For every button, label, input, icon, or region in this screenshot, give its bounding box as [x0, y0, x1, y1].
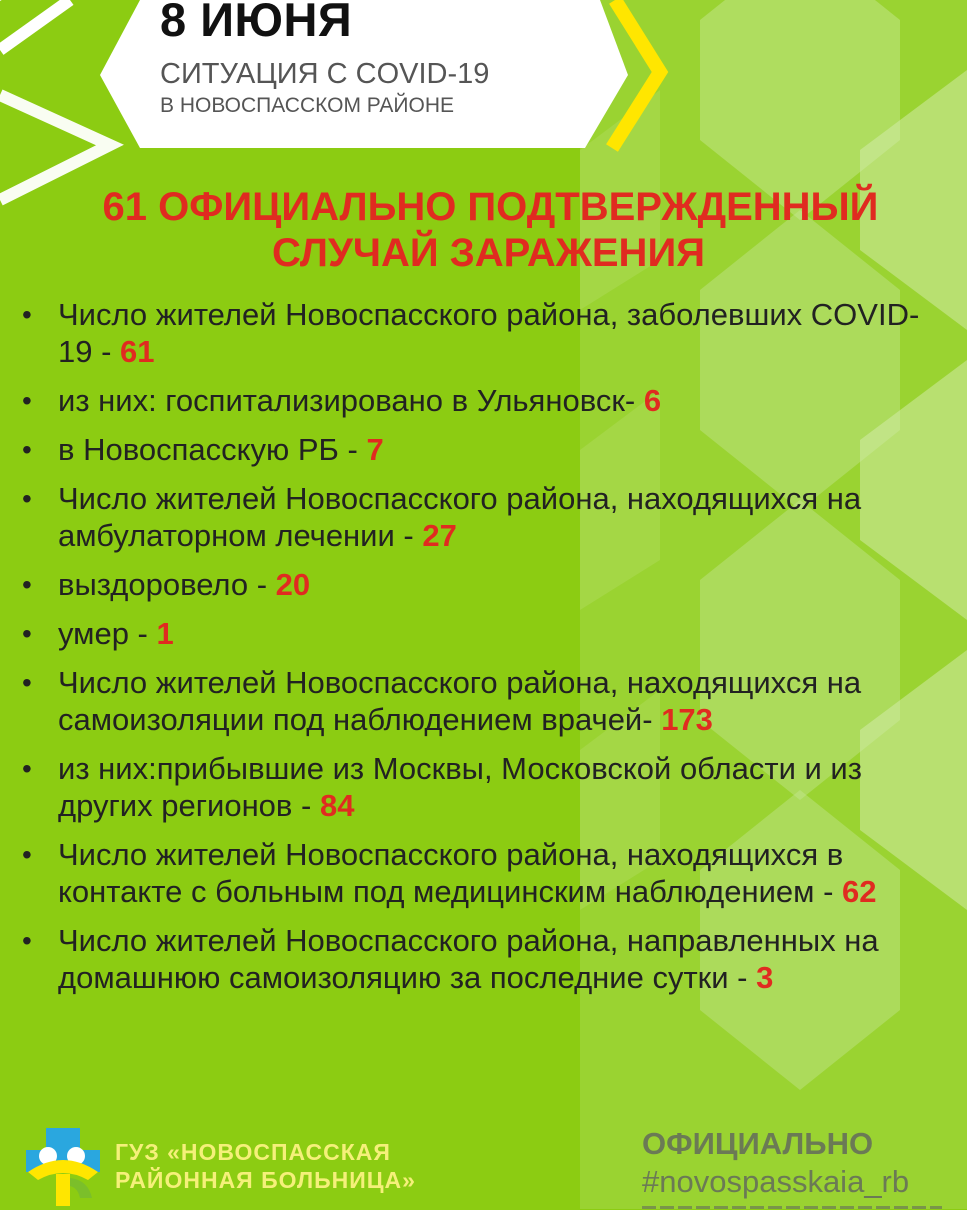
item-text: Число жителей Новоспасского района, направленных на домашнюю самоизоляцию за последние сутки - [58, 923, 879, 995]
list-item [0, 664, 967, 738]
hospital-logo-icon [18, 1128, 108, 1206]
list-item [0, 296, 967, 370]
item-value: 61 [120, 334, 155, 369]
item-value: 7 [366, 432, 384, 467]
item-text: выздоровело - [58, 567, 276, 602]
list-item [0, 922, 967, 996]
date-title: 8 ИЮНЯ [160, 0, 353, 46]
item-value: 62 [842, 874, 877, 909]
list-item [0, 382, 967, 419]
subtitle: СИТУАЦИЯ С COVID-19 [160, 58, 490, 90]
item-text: Число жителей Новоспасского района, находящихся на амбулаторном лечении - [58, 481, 862, 553]
list-item [0, 615, 967, 652]
organization-line-1: ГУЗ «НОВОСПАССКАЯ [115, 1139, 391, 1165]
item-text: умер - [58, 616, 157, 651]
organization-name [115, 1138, 416, 1194]
item-text: Число жителей Новоспасского района, находящихся на самоизоляции под наблюдением врачей- [58, 665, 862, 737]
item-value: 173 [661, 702, 713, 737]
list-item [0, 750, 967, 824]
item-value: 6 [643, 383, 662, 418]
hashtag: #novospasskaia_rb [642, 1164, 910, 1199]
organization-line-2: РАЙОННАЯ БОЛЬНИЦА» [115, 1167, 416, 1193]
list-item [0, 566, 967, 603]
item-text: из них: госпитализировано в Ульяновск- [58, 383, 644, 418]
statistics-list [0, 296, 967, 1008]
official-label: ОФИЦИАЛЬНО [642, 1126, 874, 1161]
subtitle-region: В НОВОСПАССКОМ РАЙОНЕ [160, 94, 454, 117]
headline-line-2: СЛУЧАЙ ЗАРАЖЕНИЯ [272, 231, 705, 275]
item-value: 1 [156, 616, 174, 651]
headline-line-1: 61 ОФИЦИАЛЬНО ПОДТВЕРЖДЕННЫЙ [102, 185, 879, 229]
item-value: 3 [756, 960, 774, 995]
item-value: 27 [422, 518, 457, 553]
item-value: 20 [275, 567, 311, 602]
item-text: Число жителей Новоспасского района, заболевших COVID-19 - [58, 297, 920, 369]
list-item [0, 836, 967, 910]
item-value: 84 [319, 788, 355, 823]
item-text: Число жителей Новоспасского района, находящихся в контакте с больным под медицинским наблюдением - [58, 837, 844, 909]
item-text: в Новоспасскую РБ - [58, 432, 367, 467]
headline [0, 184, 967, 276]
item-text: из них:прибывшие из Москвы, Московской области и из других регионов - [58, 751, 862, 823]
list-item [0, 431, 967, 468]
list-item [0, 480, 967, 554]
